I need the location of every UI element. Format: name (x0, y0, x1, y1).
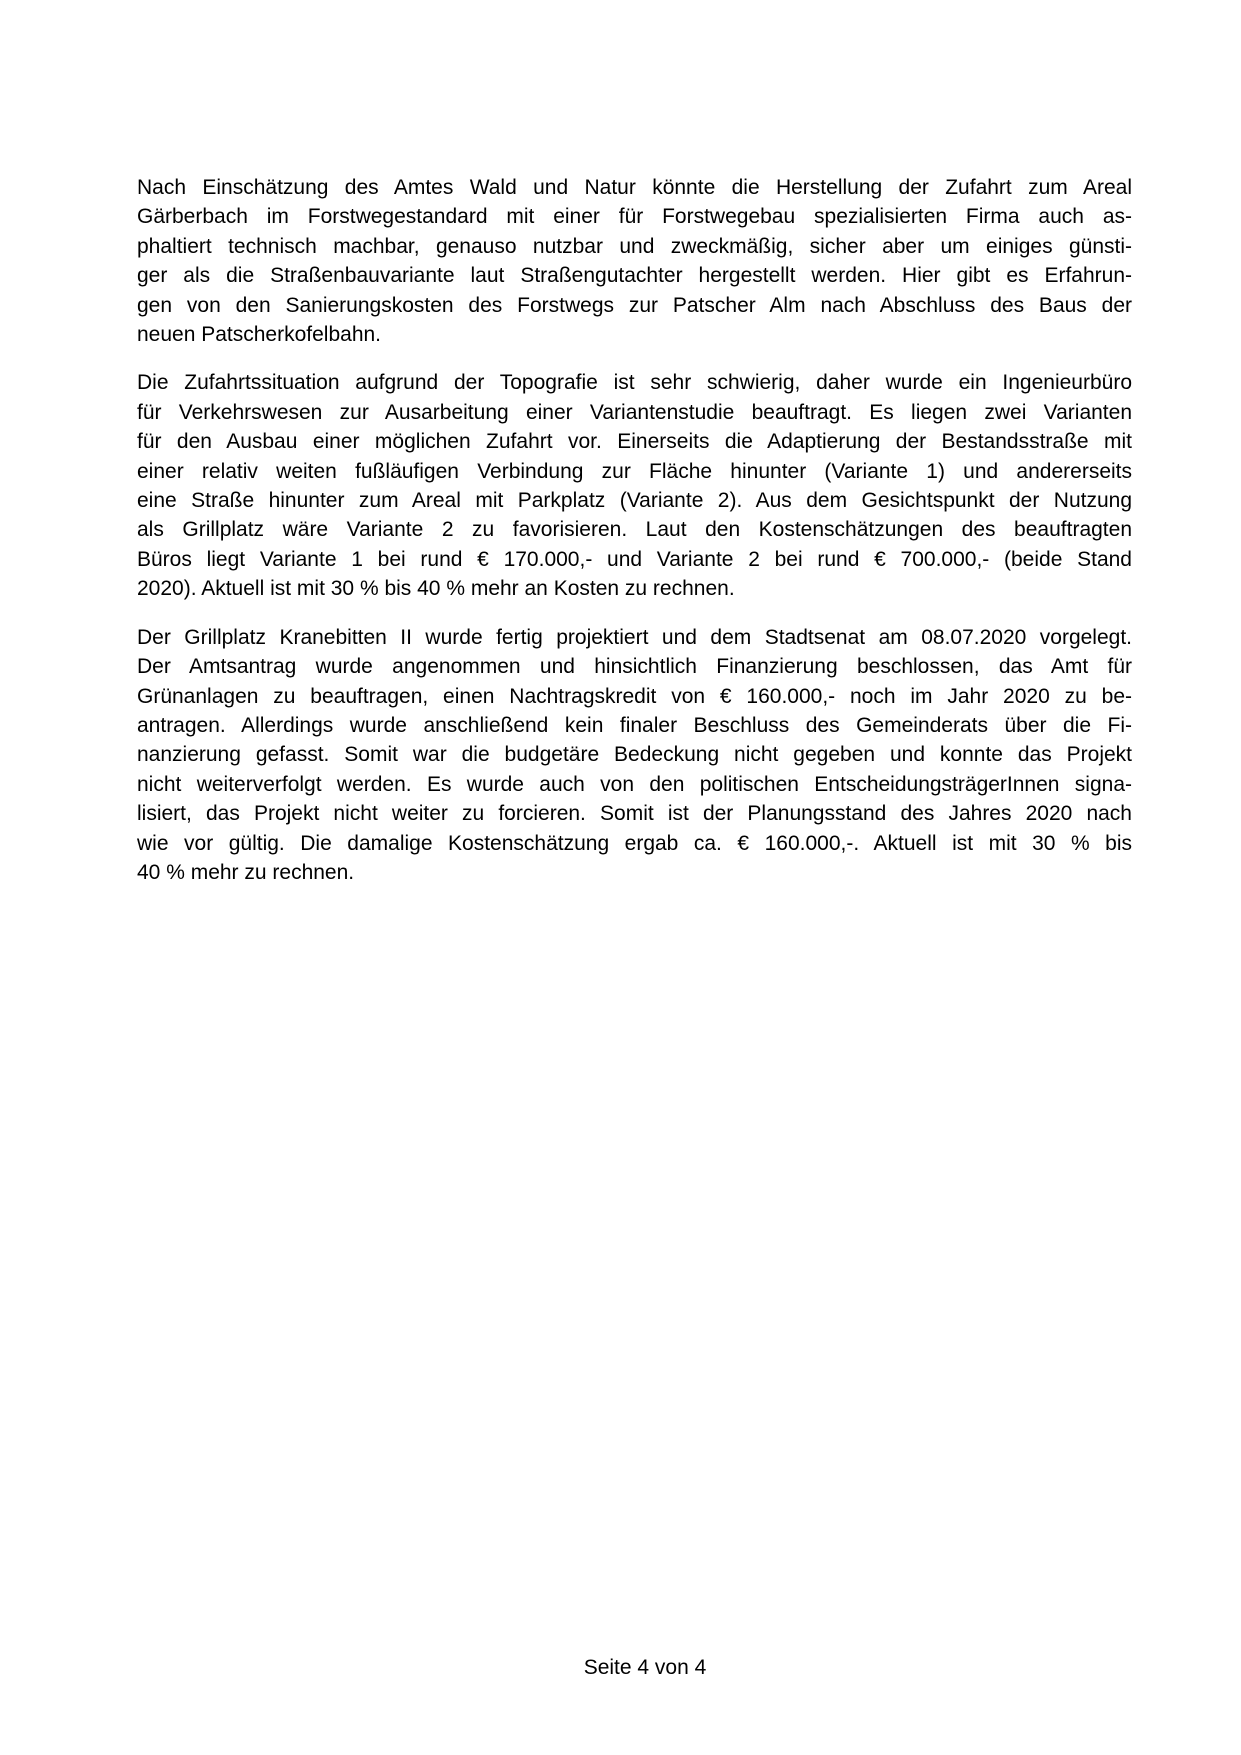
text-line: wie vor gültig. Die damalige Kostenschätzung ergab ca. € 160.000,-. Aktuell ist mit 30 % bis (137, 831, 1132, 855)
text-line: 2020). Aktuell ist mit 30 % bis 40 % mehr an Kosten zu rechnen. (137, 577, 735, 601)
document-body (137, 173, 1132, 906)
text-line: Büros liegt Variante 1 bei rund € 170.000,- und Variante 2 bei rund € 700.000,- (beide Stand (137, 547, 1132, 571)
text-line: für den Ausbau einer möglichen Zufahrt vor. Einerseits die Adaptierung der Bestandsstraße mit (137, 430, 1132, 454)
text-line: Nach Einschätzung des Amtes Wald und Natur könnte die Herstellung der Zufahrt zum Areal (137, 176, 1132, 199)
page-number-label: Seite 4 von 4 (583, 1656, 707, 1679)
text-line: phaltiert technisch machbar, genauso nutzbar und zweckmäßig, sicher aber um einiges günsti- (137, 234, 1132, 258)
text-line: für Verkehrswesen zur Ausarbeitung einer Variantenstudie beauftragt. Es liegen zwei Varianten (137, 400, 1132, 424)
text-line: eine Straße hinunter zum Areal mit Parkplatz (Variante 2). Aus dem Gesichtspunkt der Nutzung (137, 489, 1132, 513)
text-line: neuen Patscherkofelbahn. (137, 323, 382, 347)
text-line: Gärberbach im Forstwegestandard mit einer für Forstwegebau spezialisierten Firma auch as- (137, 205, 1132, 229)
text-line: nanzierung gefasst. Somit war die budgetäre Bedeckung nicht gegeben und konnte das Projekt (137, 743, 1132, 767)
text-line: nicht weiterverfolgt werden. Es wurde auch von den politischen EntscheidungsträgerInnen signa- (137, 772, 1132, 796)
text-line: Der Grillplatz Kranebitten II wurde fertig projektiert und dem Stadtsenat am 08.07.2020 vorgelegt. (137, 625, 1132, 649)
page-footer (137, 1653, 1153, 1682)
paragraph-3 (137, 623, 1132, 888)
text-line: Der Amtsantrag wurde angenommen und hinsichtlich Finanzierung beschlossen, das Amt für (137, 655, 1132, 679)
text-line: gen von den Sanierungskosten des Forstwegs zur Patscher Alm nach Abschluss des Baus der (137, 293, 1132, 317)
text-line: antragen. Allerdings wurde anschließend kein finaler Beschluss des Gemeinderats über die Fi- (137, 713, 1132, 737)
text-line: lisiert, das Projekt nicht weiter zu forcieren. Somit ist der Planungsstand des Jahres 2020 nach (137, 802, 1132, 826)
text-line: Grünanlagen zu beauftragen, einen Nachtragskredit von € 160.000,- noch im Jahr 2020 zu be- (137, 684, 1132, 708)
paragraph-1 (137, 173, 1132, 349)
paragraph-2 (137, 368, 1132, 603)
text-line: Die Zufahrtssituation aufgrund der Topografie ist sehr schwierig, daher wurde ein Ingenieurbüro (137, 371, 1132, 395)
text-line: einer relativ weiten fußläufigen Verbindung zur Fläche hinunter (Variante 1) und andererseits (137, 459, 1132, 483)
text-line: ger als die Straßenbauvariante laut Straßengutachter hergestellt werden. Hier gibt es Erfahrun- (137, 264, 1132, 288)
text-line: als Grillplatz wäre Variante 2 zu favorisieren. Laut den Kostenschätzungen des beauftragten (137, 518, 1132, 542)
text-line: 40 % mehr zu rechnen. (137, 860, 355, 884)
